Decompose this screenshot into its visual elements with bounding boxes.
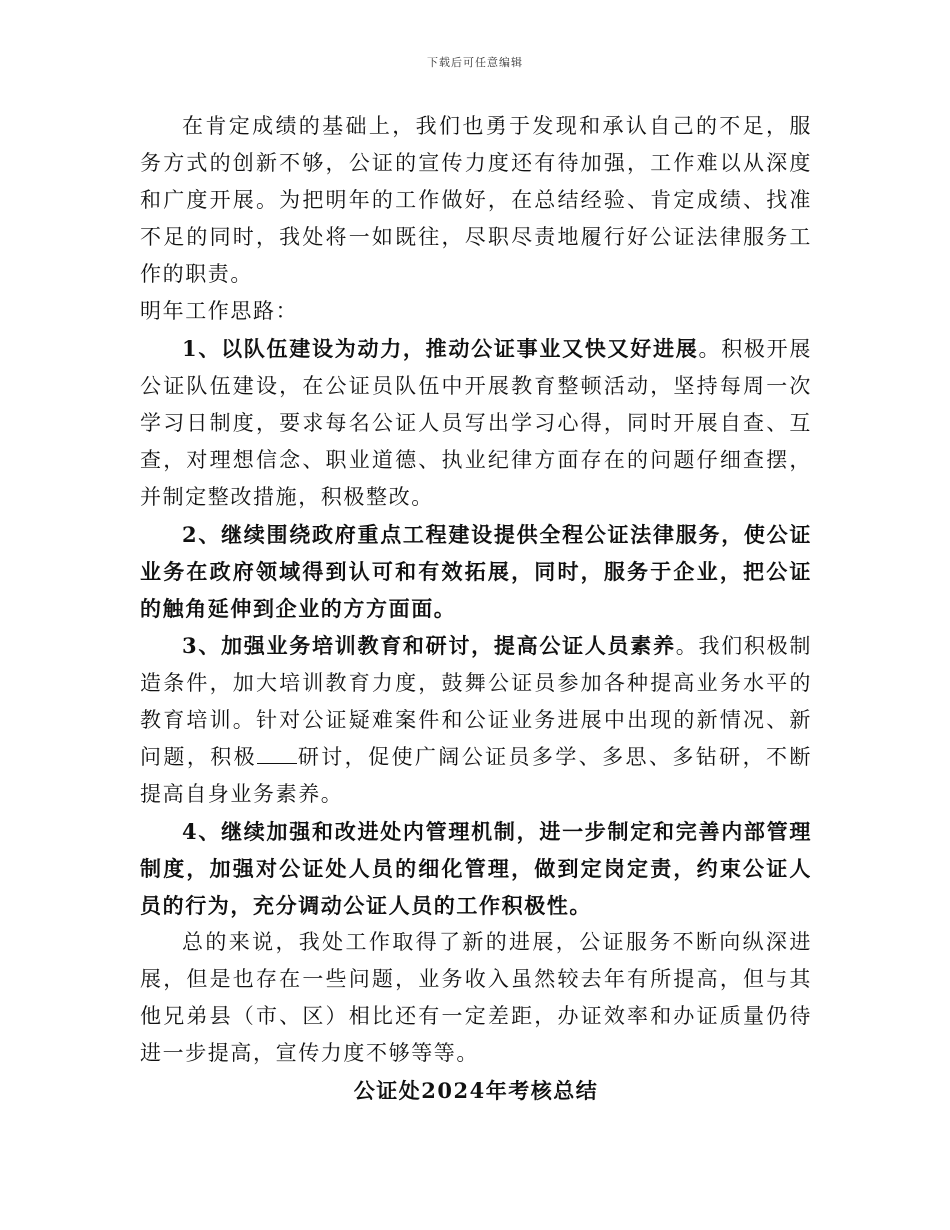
item-3-heading: 3、加强业务培训教育和研讨，提高公证人员素养 — [182, 633, 676, 658]
item-1-heading: 1、以队伍建设为动力，推动公证事业又快又好进展 — [182, 336, 699, 361]
paragraph-plan-heading: 明年工作思路： — [140, 299, 299, 323]
item-3-body-a: 。我们积极制造条件，加大培训教育力度，鼓舞公证员参加各种提高业务水平的教育培训。针对公证疑难案件和公证业务进展中出现的新情况、新问题，积极 — [140, 634, 812, 769]
fill-in-blank — [257, 745, 297, 764]
item-1-body: 。积极开展公证队伍建设，在公证员队伍中开展教育整顿活动，坚持每周一次学习日制度，要求每名公证人员写出学习心得，同时开展自查、互查，对理想信念、职业道德、执业纪律方面存在的问题仔细查摆，并制定整改措施，积极整改。 — [140, 337, 812, 509]
paragraph-item-2: 2、继续围绕政府重点工程建设提供全程公证法律服务，使公证业务在政府领域得到认可和有效拓展，同时，服务于企业，把公证的触角延伸到企业的方方面面。 — [140, 522, 812, 621]
paragraph-item-3 — [140, 627, 812, 813]
header-note: 下载后可任意编辑 — [427, 56, 523, 69]
item-3-body-b: 研讨，促使广阔公证员多学、多思、多钻研，不断提高自身业务素养。 — [140, 745, 813, 806]
section-title: 公证处2024年考核总结 — [353, 1078, 599, 1103]
paragraph-shortcomings: 在肯定成绩的基础上，我们也勇于发现和承认自己的不足，服务方式的创新不够，公证的宣传力度还有待加强，工作难以从深度和广度开展。为把明年的工作做好，在总结经验、肯定成绩、找准不足的同时，我处将一如既往，尽职尽责地履行好公证法律服务工作的职责。 — [140, 114, 812, 286]
paragraph-conclusion: 总的来说，我处工作取得了新的进展，公证服务不断向纵深进展，但是也存在一些问题，业务收入虽然较去年有所提高，但与其他兄弟县（市、区）相比还有一定差距，办证效率和办证质量仍待进一步提高，宣传力度不够等等。 — [140, 930, 812, 1065]
document-body — [140, 108, 812, 1109]
paragraph-item-4: 4、继续加强和改进处内管理机制，进一步制定和完善内部管理制度，加强对公证处人员的细化管理，做到定岗定责，约束公证人员的行为，充分调动公证人员的工作积极性。 — [140, 819, 812, 918]
paragraph-item-1 — [140, 330, 812, 516]
